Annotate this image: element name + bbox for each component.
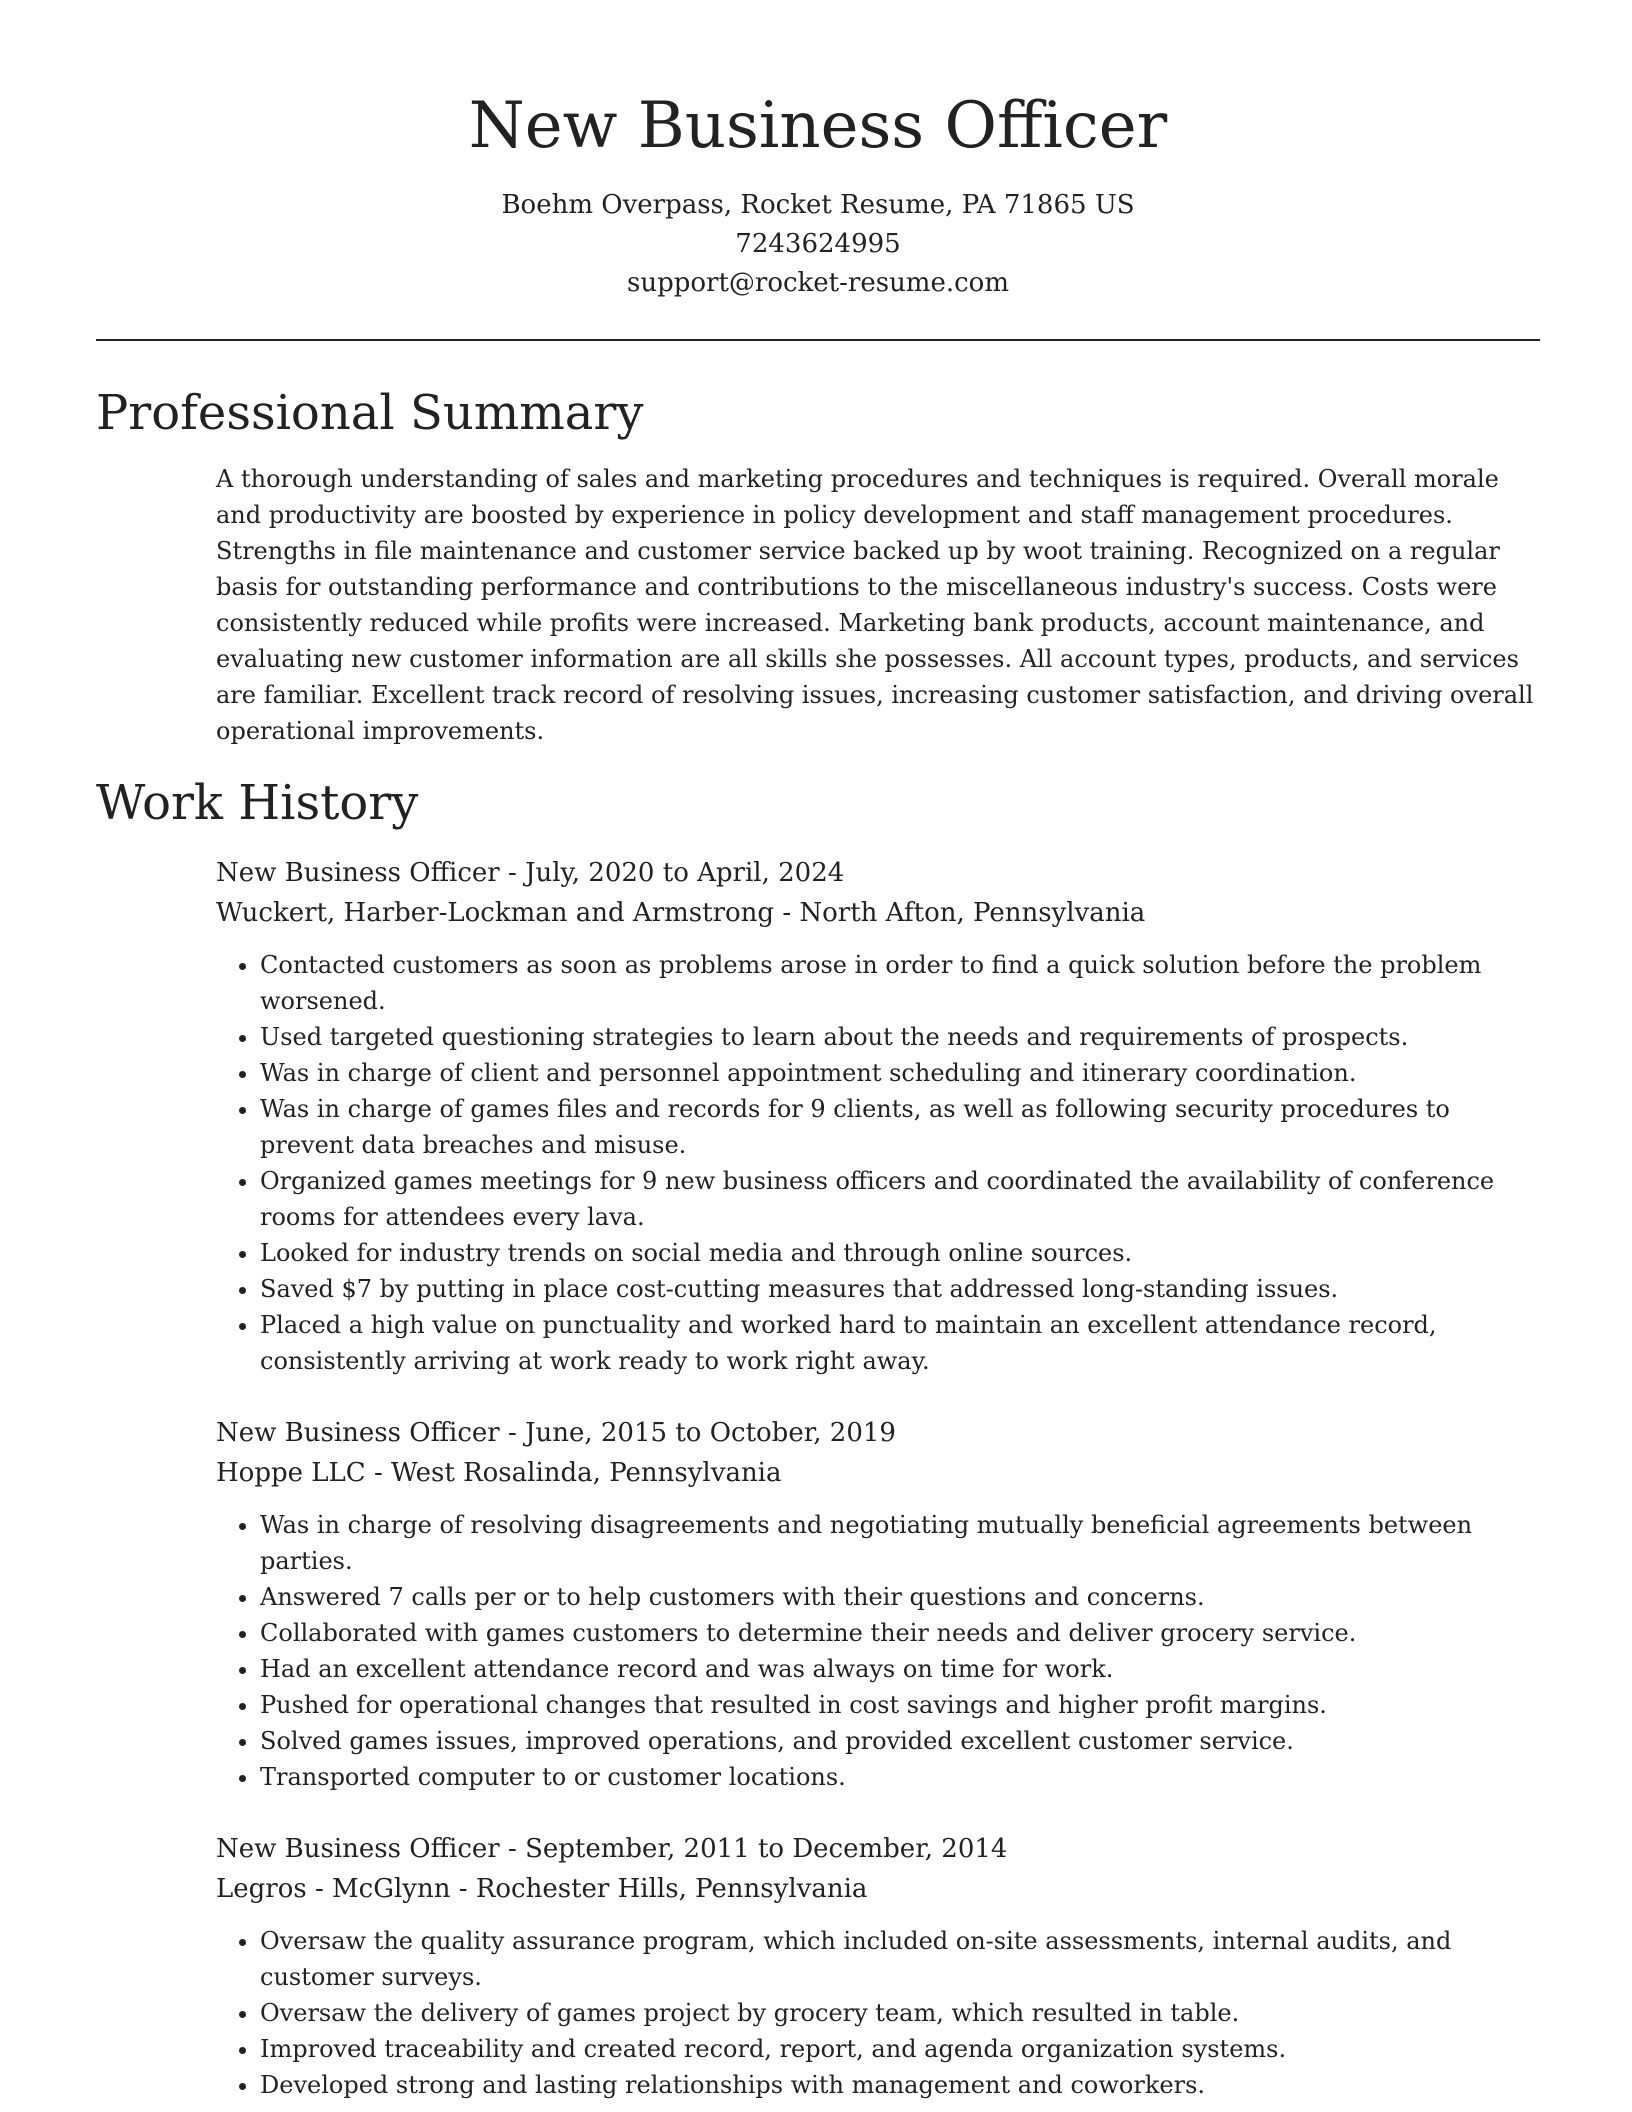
list-item: • Was in charge of resolving disagreements and negotiating mutually beneficial agreements between parties. (260, 1507, 1540, 1579)
work-history-heading: Work History (96, 775, 419, 831)
list-item: • Organized games meetings for 9 new business officers and coordinated the availability of conference rooms for attendees every lava. (260, 1163, 1540, 1235)
separator: - (365, 1458, 392, 1488)
list-item: • Looked for industry trends on social media and through online sources. (260, 1235, 1540, 1271)
list-item: • Placed a high value on punctuality and worked hard to maintain an excellent attendance record, consistently arriving at work ready to work right away. (260, 1307, 1540, 1379)
job-company: Wuckert, Harber-Lockman and Armstrong (216, 898, 775, 928)
contact-block (96, 186, 1540, 303)
job-bullets (216, 1507, 1540, 1795)
job-location: Rochester Hills, Pennsylvania (475, 1874, 868, 1904)
job-company-line (216, 1453, 1540, 1493)
job-entry (216, 1413, 1540, 1795)
job-company-line (216, 893, 1540, 933)
job-title: New Business Officer (216, 1418, 500, 1448)
list-item: • Oversaw the delivery of games project by grocery team, which resulted in table. (260, 1995, 1540, 2031)
list-item: • Had an excellent attendance record and was always on time for work. (260, 1651, 1540, 1687)
list-item: • Collaborated with games customers to determine their needs and deliver grocery service. (260, 1615, 1540, 1651)
job-dates: September, 2011 to December, 2014 (525, 1834, 1008, 1864)
separator: - (774, 898, 800, 928)
job-location: West Rosalinda, Pennsylvania (391, 1458, 782, 1488)
job-title-line (216, 1829, 1540, 1869)
list-item: • Pushed for operational changes that resulted in cost savings and higher profit margins. (260, 1687, 1540, 1723)
job-company: Hoppe LLC (216, 1458, 366, 1488)
list-item: • Oversaw the quality assurance program, which included on-site assessments, internal audits, and customer surveys. (260, 1923, 1540, 1995)
work-history-list (216, 853, 1540, 2103)
resume-header (96, 0, 1540, 303)
list-item: • Contacted customers as soon as problems arose in order to find a quick solution before the problem worsened. (260, 947, 1540, 1019)
job-location: North Afton, Pennsylvania (799, 898, 1146, 928)
job-entry (216, 1829, 1540, 2103)
job-title: New Business Officer (216, 858, 500, 888)
header-divider (96, 339, 1540, 341)
job-company-line (216, 1869, 1540, 1909)
job-title: New Business Officer (216, 1834, 500, 1864)
list-item: • Was in charge of client and personnel appointment scheduling and itinerary coordination. (260, 1055, 1540, 1091)
job-company: Legros - McGlynn (216, 1874, 451, 1904)
list-item: • Developed strong and lasting relationships with management and coworkers. (260, 2067, 1540, 2103)
contact-address: Boehm Overpass, Rocket Resume, PA 71865 US (501, 190, 1135, 220)
job-dates: July, 2020 to April, 2024 (525, 858, 845, 888)
list-item: • Saved $7 by putting in place cost-cutting measures that addressed long-standing issues. (260, 1271, 1540, 1307)
contact-phone: 7243624995 (735, 229, 901, 259)
resume-page (96, 0, 1540, 2103)
list-item: • Answered 7 calls per or to help customers with their questions and concerns. (260, 1579, 1540, 1615)
separator: - (499, 1418, 526, 1448)
separator: - (499, 1834, 526, 1864)
job-title-line (216, 1413, 1540, 1453)
list-item: • Used targeted questioning strategies to learn about the needs and requirements of prospects. (260, 1019, 1540, 1055)
job-bullets (216, 947, 1540, 1379)
job-dates: June, 2015 to October, 2019 (525, 1418, 896, 1448)
summary-text: A thorough understanding of sales and marketing procedures and techniques is required. Overall morale and productivity are boosted by experience in policy development and staff management procedures. Strengths in file maintenance and customer service backed up by woot training. Recognized on a regular basis for outstanding performance and contributions to the miscellaneous industry's success. Costs were consistently reduced while profits were increased. Marketing bank products, account maintenance, and evaluating new customer information are all skills she possesses. All account types, products, and services are familiar. Excellent track record of resolving issues, increasing customer satisfaction, and driving overall operational improvements. (216, 465, 1534, 745)
list-item: • Improved traceability and created record, report, and agenda organization systems. (260, 2031, 1540, 2067)
separator: - (450, 1874, 476, 1904)
candidate-name: New Business Officer (468, 89, 1168, 163)
job-title-line (216, 853, 1540, 893)
contact-email: support@rocket-resume.com (626, 268, 1009, 298)
job-bullets (216, 1923, 1540, 2103)
list-item: • Was in charge of games files and records for 9 clients, as well as following security procedures to prevent data breaches and misuse. (260, 1091, 1540, 1163)
separator: - (499, 858, 526, 888)
job-entry (216, 853, 1540, 1379)
list-item: • Solved games issues, improved operations, and provided excellent customer service. (260, 1723, 1540, 1759)
list-item: • Transported computer to or customer locations. (260, 1759, 1540, 1795)
summary-heading: Professional Summary (96, 385, 644, 441)
